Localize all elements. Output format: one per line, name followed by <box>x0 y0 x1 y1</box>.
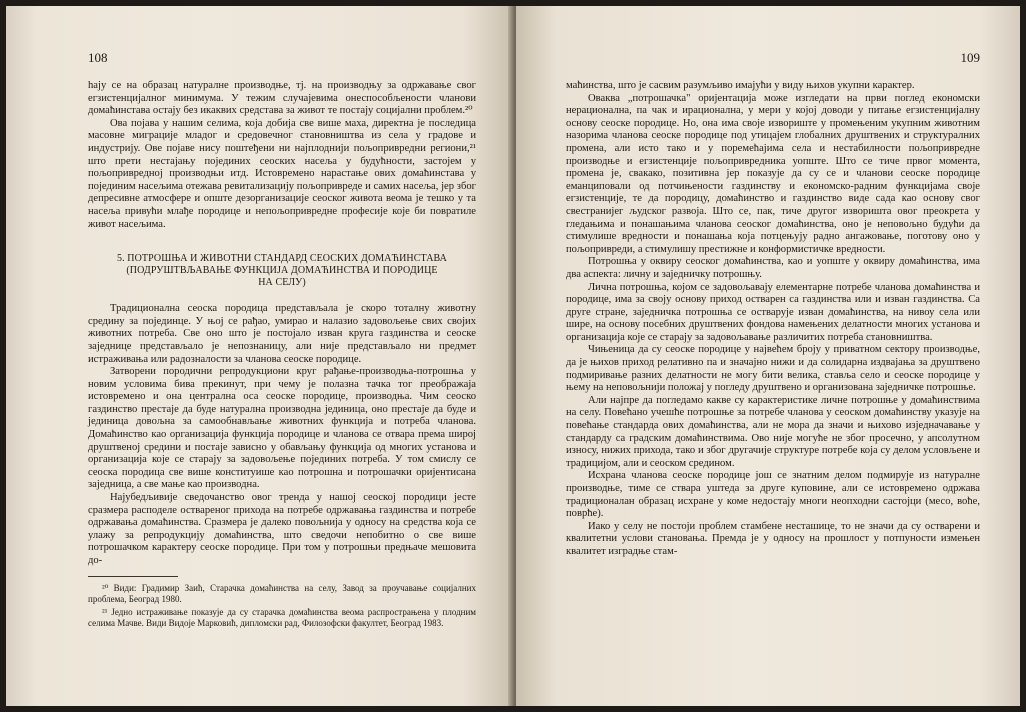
right-page-body <box>566 80 980 559</box>
paragraph: hajу се на образац натуралне производње, тј. на производњу за одржавање свог егзистенцијалног минимума. У тежим случајевима онеспособљености чланови домаћинстава остају без икаквих средстава за живот те постају социјални проблем.²⁰ <box>88 80 476 117</box>
heading-line: НА СЕЛУ) <box>258 277 306 289</box>
paragraph: Потрошња у оквиру сеоског домаћинства, као и уопште у оквиру домаћинства, има два аспекта: личну и заједничку потрошњу. <box>566 256 980 280</box>
paragraph: Затворени породични репродукциони круг рађање-производња-потрошња у новим условима бива прекинут, при чему је полазна тачка тог преображаја истовремено и она централна оса сеоске породице, производња. Чим сеоско газдинство престаје да буде натурална производна јединица, оно престаје да буде и јединица довољна за самообнављање животних функција и потреба чланова. Домаћинство као организација функција породице и чланова се отвара према широј друштвеној средини и постаје зависно у обављању функција од многих установа и организација које се старају за задовољење појединих потреба. У том смислу се сеоска породица све више конституише као потрошна и потрошачки оријентисана заједница, а све мање као производна. <box>88 366 476 491</box>
footnote: ²⁰ Види: Градимир Заић, Старачка домаћинства на селу, Завод за проучавање социјалних проблема, Београд 1980. <box>88 582 476 604</box>
paragraph: Најубедљивије сведочанство овог тренда у нашој сеоској породици јесте сразмера расподеле оствареног прихода на потребе одржавања газдинства и потребе одржавања домаћинства. Сразмера је далеко повољнија у односу на средства која се улажу за репродукцију домаћинства, што сведочи непобитно о све више потрошачком карактеру сеоске породице. При том у потрошњи предњаче мешовита до- <box>88 492 476 566</box>
section-heading <box>88 253 476 289</box>
heading-line: (ПОДРУШТВЉАВАЊЕ ФУНКЦИЈА ДОМАЋИНСТВА И ПОРОДИЦЕ <box>126 265 438 277</box>
left-page-body <box>88 80 476 568</box>
heading-line: 5. ПОТРОШЊА И ЖИВОТНИ СТАНДАРД СЕОСКИХ ДОМАЋИНСТАВА <box>116 253 447 265</box>
paragraph: Ова појава у нашим селима, која добија све више маха, директна је последица масовне миграције младог и средовечног становништва из села у градове и индустрију. Ове појаве нису поштеђени ни најплоднији пољопривредни региони,²¹ што прети нестајању појединих сеоских насеља у будућности, застојем у пољопривредној производњи итд. Истовремено нарастање ових домаћинстава у појединим насељима отежава ревитализацију пољопривреде и самих насеља, јер због депресивне атмосфере и опште дезорганизације сеоског живота веома је тешко у та насеља привући млађе породице и непољопривредне професије које би повратиле живот насељима. <box>88 117 476 230</box>
footnote-rule <box>88 576 178 577</box>
paragraph: Лична потрошња, којом се задовољавају елементарне потребе чланова домаћинства и породице, има за своју основу приход остварен са газдинства или и изван газдинства. Са друге стране, заједничка потрошња се остварује изван домаћинства, на нивоу села или шире, на основу посебних друштвених фондова намењених делатности многих установа и организација које се старају за задовољавање различитих потреба становништва. <box>566 281 980 343</box>
paragraph: Иако у селу не постоји проблем стамбене несташице, то не значи да су остварени и квалитетни услови становања. Премда је у односу на прошлост у потпуности измењен квалитет изградње стам- <box>566 520 980 557</box>
paragraph: Оваква „потрошачка" оријентација може изгледати на први поглед економски нерационална, па чак и ирационална, у мери у којој доводи у питање егзистенцијалну основу сеоске породице. Но, она има своје извориште у промењеним укупним животним назорима чланова сеоске породице под утицајем глобалних друштвених и структуралних промена, али исто тако и у поремећајима села и нестабилности пољопривредне производње и егзистенције пољопривредника уопште. Што се тиче првог момента, промена је, свакако, позитивна јер показује да су се и чланови сеоске породице еманциповали од потчињености газдинству и економско-радним функцијама своје егзистенције, те да породицу, домаћинство и газдинство виде сада као основу свог свестранијег људског развоја. Што се, пак, тиче другог изворишта овог преокрета у гледањима и понашањима чланова сеоског домаћинства, оно је неповољно будући да стимулише вредности и понашања која потцењују радно ангажовање, поготову оно у пољопривреди, а стимулишу престижне и конформистичке вредности. <box>566 92 980 255</box>
paragraph: Чињеница да су сеоске породице у највећем броју у приватном сектору производње, да је њихов приход релативно па и значајно нижи и да солидарна издвајања за друштвено подмиривање разних делатности не могу бити велика, ставља село и сеоске породице у њему на неповољнији положај у погледу друштвено и организована заједничке потрошње. <box>566 344 980 394</box>
paragraph: Традиционална сеоска породица представљала је скоро тоталну животну средину за појединце. У њој се рађао, умирао и налазио задовољење свих својих животних потреба. Све оно што је постојало изван круга газдинства и сеоске заједнице представљало је непознаницу, али није представљало ни предмет истраживања или радозналости за чланова сеоске породице. <box>88 303 476 365</box>
paragraph: маћинства, што је сасвим разумљиво имајући у виду њихов укупни карактер. <box>566 80 915 91</box>
paragraph: Али најпре да погледамо какве су карактеристике личне потрошње у домаћинствима на селу. Повећано учешће потрошње за потребе чланова у сеоском домаћинству указује на повећање стандарда ових домаћинства, али не мора да значи и њихово изједначавање у стандарду са градским домаћинствима. Ово није могуће не због просечно, у апсолутном износу, нижих прихода, тако и због другачије структуре потребе која су делом условљене и традицијом, али и сеоском средином. <box>566 394 980 469</box>
footnote: ²¹ Једно истраживање показује да су старачка домаћинства веома распрострањена у плодним селима Мачве. Види Видоје Марковић, дипломски рад, Филозофски факултет, Београд 1983. <box>88 606 476 628</box>
page-number-left: 108 <box>88 50 108 65</box>
page-number-right: 109 <box>960 50 980 65</box>
left-page <box>6 6 514 706</box>
paragraph: Исхрана чланова сеоске породице још се знатним делом подмирује из натуралне производње, тиме се ствара уштеда за друге куповине, али се истовремено одржава традиционалан образац исхране у коме недостају многи неопходни састојци (месо, воће, поврће). <box>566 470 980 520</box>
right-page <box>516 6 1020 706</box>
